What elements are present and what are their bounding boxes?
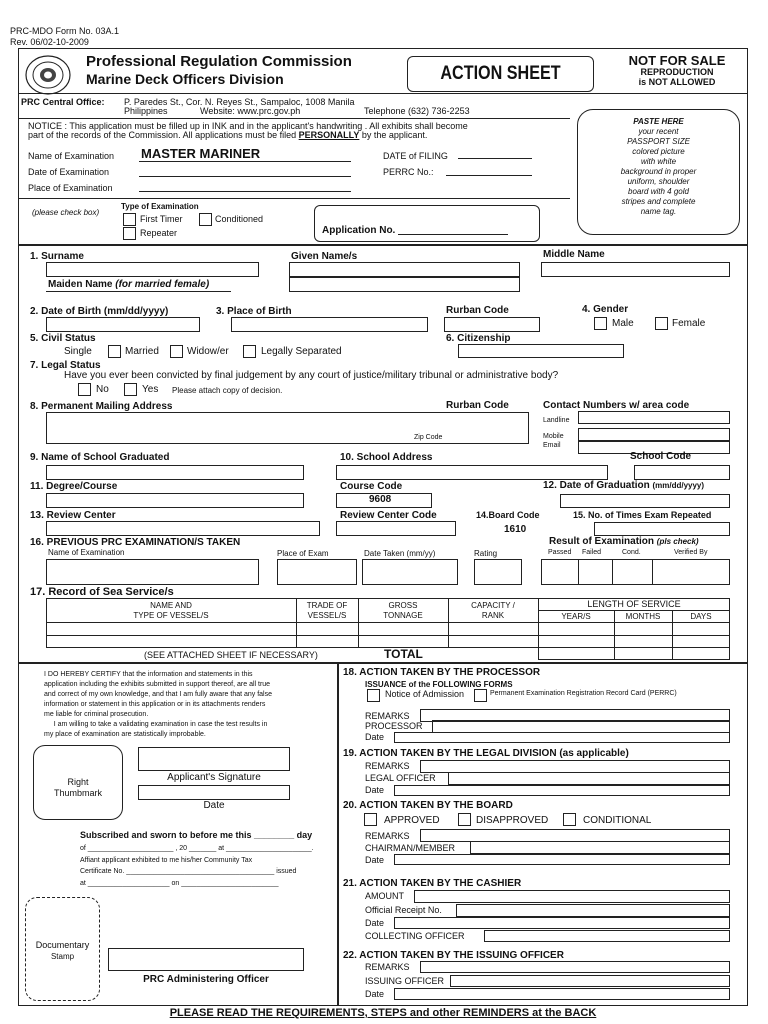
- single-label: Single: [64, 346, 92, 357]
- prc-seal-icon: [24, 54, 72, 96]
- widow-label: Widow/er: [187, 346, 229, 357]
- notice-line1: NOTICE : This application must be filled up in INK and in the applicant's handwriting . All exhibits shall become: [28, 121, 468, 131]
- approved-checkbox[interactable]: [364, 813, 377, 826]
- yes-checkbox[interactable]: [124, 383, 137, 396]
- first-timer-checkbox[interactable]: [123, 213, 136, 226]
- rurban-code-field[interactable]: [444, 317, 540, 332]
- org-name: Professional Regulation Commission: [86, 53, 352, 70]
- maiden-line: [46, 291, 231, 292]
- action-sheet-title: ACTION SHEET: [440, 63, 561, 84]
- graduation-date-label: 12. Date of Graduation (mm/dd/yyyy): [543, 480, 705, 491]
- issuance-label: ISSUANCE of the FOLLOWING FORMS: [365, 680, 513, 689]
- maiden-given-field[interactable]: [289, 277, 520, 292]
- sea-col-line: [538, 598, 539, 648]
- not-for-sale: NOT FOR SALE: [628, 53, 726, 68]
- prev-exam-rating-header: Rating: [474, 549, 498, 558]
- sea-col-line: [448, 598, 449, 648]
- first-timer-label: First Timer: [140, 214, 183, 224]
- notice-line2: part of the records of the Commission. All applications must be filed PERSONALLY by the applicant.: [28, 130, 428, 140]
- division-name: Marine Deck Officers Division: [86, 71, 284, 87]
- header-divider: [18, 93, 748, 94]
- exam-name-line: [139, 161, 351, 162]
- bottom-divider: [18, 662, 748, 664]
- office-website: Website: www.prc.gov.ph: [200, 106, 301, 116]
- length-header: LENGTH OF SERVICE: [587, 599, 681, 609]
- issued-at-line: at _____________________ on _________________________: [80, 880, 279, 887]
- exam-date-line[interactable]: [139, 176, 351, 177]
- legal-status-question: Have you ever been convicted by final judgement by any court of justice/military tribunal or administrative body?: [64, 370, 559, 381]
- exam-name-value[interactable]: MASTER MARINER: [141, 146, 261, 161]
- school-field[interactable]: [46, 465, 304, 480]
- administering-officer-field[interactable]: [108, 948, 304, 971]
- exam-place-line[interactable]: [139, 191, 351, 192]
- administering-officer-label: PRC Administering Officer: [143, 974, 269, 985]
- issuing-officer-label: ISSUING OFFICER: [365, 976, 445, 986]
- issuing-officer-field[interactable]: [450, 975, 730, 987]
- sea-col-line: [672, 610, 673, 648]
- surname-field[interactable]: [46, 262, 259, 277]
- total-label: TOTAL: [384, 647, 423, 661]
- sworn-label: Subscribed and sworn to before me this ________ day: [80, 830, 313, 840]
- prev-exam-name-field[interactable]: [46, 559, 259, 585]
- legal-action-label: 19. ACTION TAKEN BY THE LEGAL DIVISION (as applicable): [343, 748, 629, 759]
- issuing-action-label: 22. ACTION TAKEN BY THE ISSUING OFFICER: [343, 950, 564, 961]
- legal-status-label: 7. Legal Status: [30, 360, 101, 371]
- application-no-box: [314, 205, 540, 242]
- result-col-line: [578, 559, 579, 585]
- filing-date-line[interactable]: [458, 158, 532, 159]
- issuing-date-label: Date: [365, 989, 385, 999]
- course-code-field: [336, 493, 432, 508]
- perrc-line[interactable]: [446, 175, 532, 176]
- chairman-field[interactable]: [470, 841, 730, 854]
- cashier-action-label: 21. ACTION TAKEN BY THE CASHIER: [343, 878, 522, 889]
- yes-note: Please attach copy of decision.: [172, 386, 283, 395]
- yes-label: Yes: [142, 384, 159, 395]
- bottom-split: [337, 662, 339, 1006]
- legal-remarks-label: REMARKS: [365, 761, 410, 771]
- sea-col-line: [358, 598, 359, 648]
- amount-field[interactable]: [414, 890, 730, 903]
- widow-checkbox[interactable]: [243, 345, 256, 358]
- sea-col-line: [296, 598, 297, 648]
- board-remarks-label: REMARKS: [365, 831, 410, 841]
- exam-divider: [18, 198, 570, 199]
- citizenship-label: 6. Citizenship: [446, 333, 511, 344]
- result-col-line: [612, 559, 613, 585]
- cashier-date-field[interactable]: [394, 917, 730, 929]
- conditioned-checkbox[interactable]: [199, 213, 212, 226]
- applicant-signature-field[interactable]: [138, 747, 290, 771]
- exam-type-label: Type of Examination: [121, 202, 199, 211]
- female-label: Female: [672, 318, 706, 329]
- repeater-label: Repeater: [140, 228, 178, 238]
- course-code-label: Course Code: [340, 481, 403, 492]
- perrc-form-label: Permanent Examination Registration Record Card (PERRC): [490, 690, 677, 697]
- citizenship-field[interactable]: [458, 344, 624, 358]
- mobile-field[interactable]: [578, 428, 730, 441]
- course-code-value[interactable]: 9608: [369, 494, 392, 505]
- conditional-checkbox[interactable]: [563, 813, 576, 826]
- processor-label: PROCESSOR: [365, 721, 423, 731]
- school-code-label: School Code: [630, 451, 692, 462]
- graduation-date-field[interactable]: [560, 494, 730, 508]
- issuing-remarks-label: REMARKS: [365, 962, 410, 972]
- school-address-field[interactable]: [336, 465, 608, 480]
- total-col-line: [614, 647, 615, 660]
- not-allowed-label: is NOT ALLOWED: [638, 77, 716, 87]
- months-header: MONTHS: [625, 612, 661, 621]
- cashier-date-label: Date: [365, 918, 385, 928]
- no-checkbox[interactable]: [78, 383, 91, 396]
- processor-date-field[interactable]: [394, 732, 730, 743]
- receipt-field[interactable]: [456, 904, 730, 917]
- school-address-label: 10. School Address: [340, 452, 433, 463]
- prev-exam-place-header: Place of Exam: [277, 549, 329, 558]
- board-date-field[interactable]: [394, 854, 730, 865]
- prev-exam-name-header: Name of Examination: [48, 548, 125, 557]
- sea-sub-line: [538, 610, 730, 611]
- cert-no-line: Certificate No. ______________________________________ issued: [80, 868, 297, 875]
- office-divider: [18, 118, 570, 119]
- perrc-checkbox[interactable]: [474, 689, 487, 702]
- repeater-checkbox[interactable]: [123, 227, 136, 240]
- processor-action-label: 18. ACTION TAKEN BY THE PROCESSOR: [343, 667, 541, 678]
- given-name-label: Given Name/s: [291, 251, 358, 262]
- review-center-code-label: Review Center Code: [340, 510, 437, 521]
- no-label: No: [96, 384, 109, 395]
- degree-field[interactable]: [46, 493, 304, 508]
- notice-admission-label: Notice of Admission: [385, 689, 465, 699]
- married-label: Married: [125, 346, 159, 357]
- sea-row-line: [46, 622, 730, 623]
- notice-admission-checkbox[interactable]: [367, 689, 380, 702]
- legal-date-label: Date: [365, 785, 385, 795]
- times-repeated-label: 15. No. of Times Exam Repeated: [573, 510, 712, 520]
- section-divider: [18, 244, 748, 246]
- processor-remarks-label: REMARKS: [365, 711, 410, 721]
- mailing-address-label: 8. Permanent Mailing Address: [30, 401, 173, 412]
- board-code-label: 14.Board Code: [476, 510, 540, 520]
- dob-field[interactable]: [46, 317, 200, 332]
- exam-name-label: Name of Examination: [28, 151, 115, 161]
- see-attached-note: (SEE ATTACHED SHEET IF NECESSARY): [144, 650, 318, 660]
- rurban-code-label: Rurban Code: [446, 305, 509, 316]
- chairman-label: CHAIRMAN/MEMBER: [365, 843, 456, 853]
- cond-header: Cond.: [622, 549, 641, 556]
- mobile-label: Mobile: [543, 433, 564, 440]
- approved-label: APPROVED: [384, 815, 440, 826]
- result-col-line: [652, 559, 653, 585]
- years-header: YEAR/S: [561, 612, 591, 621]
- school-code-field[interactable]: [634, 465, 730, 480]
- perrc-label: PERRC No.:: [383, 167, 434, 177]
- affiant-text: Affiant applicant exhibited to me his/her Community Tax: [80, 857, 253, 864]
- male-checkbox[interactable]: [594, 317, 607, 330]
- passed-header: Passed: [548, 549, 572, 556]
- application-no-line[interactable]: [398, 234, 508, 235]
- issuing-remarks-field[interactable]: [420, 961, 730, 973]
- board-action-label: 20. ACTION TAKEN BY THE BOARD: [343, 800, 513, 811]
- amount-label: AMOUNT: [365, 891, 404, 901]
- sea-row-line: [46, 635, 730, 636]
- sea-col-line: [614, 610, 615, 648]
- zip-code-label: Zip Code: [414, 434, 443, 441]
- conditioned-label: Conditioned: [215, 214, 264, 224]
- sea-service-label: 17. Record of Sea Service/s: [30, 586, 174, 598]
- receipt-label: Official Receipt No.: [365, 905, 442, 915]
- rurban-code2-label: Rurban Code: [446, 400, 509, 411]
- exam-place-label: Place of Examination: [28, 183, 113, 193]
- pob-label: 3. Place of Birth: [216, 306, 292, 317]
- applicant-signature-label: Applicant's Signature: [167, 772, 261, 783]
- prev-exam-rating-field[interactable]: [474, 559, 522, 585]
- office-country: Philippines: [124, 106, 168, 116]
- exam-result-label: Result of Examination (pls check): [549, 536, 699, 547]
- days-header: DAYS: [690, 612, 712, 621]
- photo-instructions: PASTE HERE your recent PASSPORT SIZE colored picture with white background in proper uniform, shoulder board with 4 gold stripes and complete name tag.: [620, 117, 697, 216]
- separated-label: Legally Separated: [261, 346, 342, 357]
- legal-date-field[interactable]: [394, 785, 730, 796]
- office-telephone: Telephone (632) 736-2253: [364, 106, 470, 116]
- processor-date-label: Date: [365, 732, 385, 742]
- review-center-label: 13. Review Center: [30, 510, 116, 521]
- tonnage-header: GROSS TONNAGE: [383, 601, 423, 620]
- collecting-officer-field[interactable]: [484, 930, 730, 942]
- email-label: Email: [543, 442, 561, 449]
- married-checkbox[interactable]: [170, 345, 183, 358]
- review-center-field[interactable]: [46, 521, 320, 536]
- prev-exam-date-field[interactable]: [362, 559, 458, 585]
- conditional-label: CONDITIONAL: [583, 815, 652, 826]
- female-checkbox[interactable]: [655, 317, 668, 330]
- thumbmark-label: Right Thumbmark: [53, 777, 102, 798]
- form-number: PRC-MDO Form No. 03A.1: [10, 26, 120, 36]
- legal-officer-field[interactable]: [448, 772, 730, 785]
- male-label: Male: [612, 318, 634, 329]
- office-label: PRC Central Office:: [21, 97, 105, 107]
- trade-header: TRADE OF VESSEL/S: [306, 601, 348, 620]
- disapproved-label: DISAPPROVED: [476, 815, 549, 826]
- single-checkbox[interactable]: [108, 345, 121, 358]
- issuing-date-field[interactable]: [394, 988, 730, 1000]
- total-col-line: [672, 647, 673, 660]
- mailing-address-field[interactable]: [46, 412, 529, 444]
- degree-label: 11. Degree/Course: [30, 481, 118, 492]
- legal-officer-label: LEGAL OFFICER: [365, 773, 436, 783]
- signature-date-field[interactable]: [138, 785, 290, 800]
- form-revision: Rev. 06/02-10-2009: [10, 37, 89, 47]
- maiden-name-label: Maiden Name (for married female): [48, 279, 210, 290]
- contact-numbers-label: Contact Numbers w/ area code: [543, 400, 690, 411]
- verified-header: Verified By: [674, 549, 708, 556]
- middle-name-field[interactable]: [541, 262, 730, 277]
- total-field[interactable]: [538, 647, 730, 660]
- school-label: 9. Name of School Graduated: [30, 452, 170, 463]
- review-center-code-field[interactable]: [336, 521, 456, 536]
- board-date-label: Date: [365, 855, 385, 865]
- landline-field[interactable]: [578, 411, 730, 424]
- certification-text: I DO HEREBY CERTIFY that the information and statements in this application including the exhibits submitted in support thereof, are all true and correct of my own knowledge, and that I am fully aware that any false information or statement in this application or in its attachments renders me liable for criminal prosecution. I am willing to take a validating examination in case the test results in my place of examination are statistically improbable.: [44, 671, 273, 738]
- failed-header: Failed: [582, 549, 602, 556]
- landline-label: Landline: [543, 417, 570, 424]
- prev-exam-date-header: Date Taken (mm/yy): [364, 549, 436, 558]
- footer-reminder: PLEASE READ THE REQUIREMENTS, STEPS and other REMINDERS at the BACK: [169, 1007, 597, 1019]
- given-name-field[interactable]: [289, 262, 520, 277]
- civil-status-label: 5. Civil Status: [30, 333, 96, 344]
- reproduction-label: REPRODUCTION: [640, 67, 714, 77]
- collecting-officer-label: COLLECTING OFFICER: [365, 931, 465, 941]
- check-note: (please check box): [32, 208, 100, 217]
- previous-exams-label: 16. PREVIOUS PRC EXAMINATION/S TAKEN: [30, 537, 241, 548]
- middle-name-label: Middle Name: [543, 249, 605, 260]
- filing-date-label: DATE of FILING: [383, 151, 448, 161]
- signature-date-label: Date: [203, 800, 225, 811]
- dob-label: 2. Date of Birth (mm/dd/yyyy): [30, 306, 169, 317]
- times-repeated-field[interactable]: [594, 522, 730, 536]
- surname-label: 1. Surname: [30, 251, 84, 262]
- prev-exam-result-field[interactable]: [541, 559, 730, 585]
- board-code-value[interactable]: 1610: [504, 524, 527, 535]
- prev-exam-place-field[interactable]: [277, 559, 357, 585]
- sworn-of-line: of ______________________ , 20 _______ at ______________________.: [80, 845, 314, 852]
- office-address: P. Paredes St., Cor. N. Reyes St., Sampaloc, 1008 Manila: [124, 97, 355, 107]
- disapproved-checkbox[interactable]: [458, 813, 471, 826]
- application-no-label: Application No.: [322, 225, 396, 236]
- exam-date-label: Date of Examination: [28, 167, 110, 177]
- documentary-stamp-label: Documentary Stamp: [35, 940, 90, 961]
- capacity-header: CAPACITY / RANK: [471, 601, 515, 620]
- gender-label: 4. Gender: [582, 304, 629, 315]
- vessel-name-header: NAME AND TYPE OF VESSEL/S: [133, 601, 209, 620]
- pob-field[interactable]: [231, 317, 428, 332]
